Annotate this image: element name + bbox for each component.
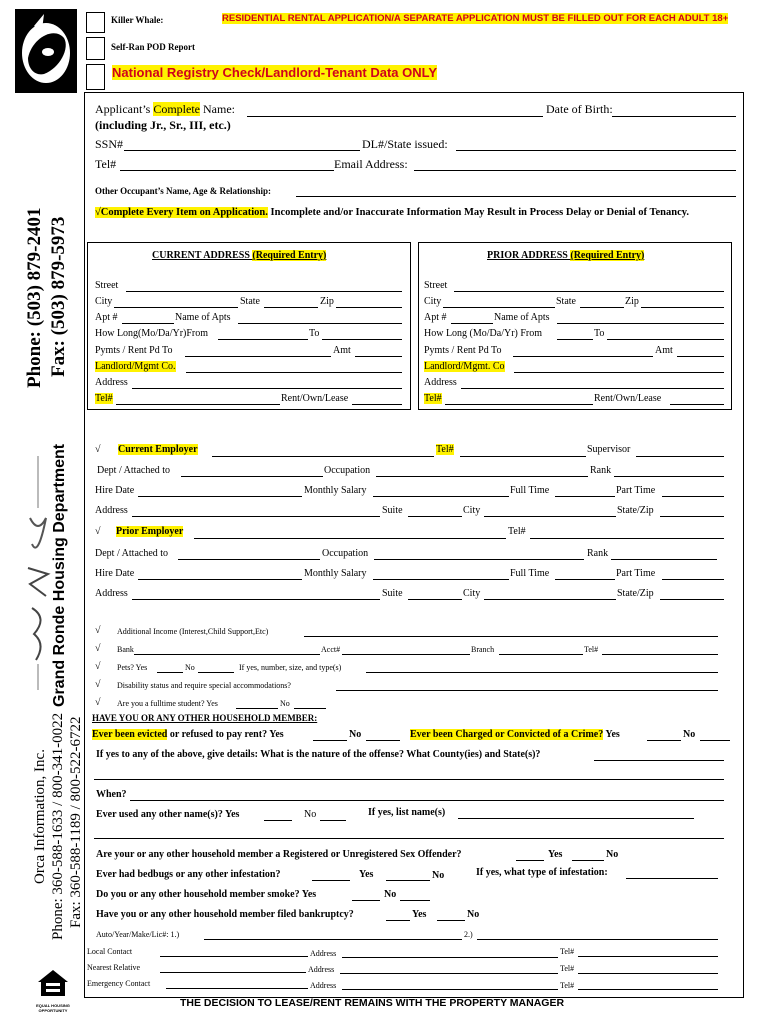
vehicle-1-field[interactable] <box>204 939 462 940</box>
banner-text: RESIDENTIAL RENTAL APPLICATION/A SEPARATE APPLICATION MUST BE FILLED OUT FOR EACH ADULT 18+ <box>222 13 729 24</box>
evicted-yes-field[interactable] <box>313 740 347 741</box>
current-landlord-address-label: Address <box>95 377 128 388</box>
current-zip-field[interactable] <box>336 307 402 308</box>
bank-tel-label: Tel# <box>584 645 599 654</box>
current-landlord-address-field[interactable] <box>132 388 402 389</box>
prior-apt-name-field[interactable] <box>557 323 724 324</box>
equal-housing-logo <box>36 968 70 1012</box>
current-suite-field[interactable] <box>408 516 462 517</box>
current-hire-date-field[interactable] <box>138 496 302 497</box>
current-landlord-label: Landlord/Mgmt Co. <box>95 361 176 372</box>
prior-occupation-label: Occupation <box>322 548 369 559</box>
orca-whale-icon <box>14 8 78 94</box>
prior-street-field[interactable] <box>454 291 724 292</box>
prior-pymts-field[interactable] <box>513 356 653 357</box>
offense-details-field-1[interactable] <box>594 760 724 761</box>
infestation-label: If yes, what type of infestation: <box>476 867 608 878</box>
current-dept-field[interactable] <box>181 476 323 477</box>
pets-detail-label: If yes, number, size, and type(s) <box>239 663 342 672</box>
vehicle-label: Auto/Year/Make/Lic#: 1.) <box>96 930 180 939</box>
prior-salary-label: Monthly Salary <box>304 568 367 579</box>
current-landlord-field[interactable] <box>186 372 402 373</box>
separator-line <box>94 838 724 839</box>
prior-rank-field[interactable] <box>611 559 717 560</box>
prior-state-field[interactable] <box>580 307 624 308</box>
smoke-no-label: No <box>384 889 397 900</box>
additional-income-label: Additional Income (Interest,Child Support,Etc) <box>117 627 269 636</box>
sex-offender-question: Are your or any other household member a Registered or Unregistered Sex Offender? <box>96 849 462 860</box>
charged-no-field[interactable] <box>700 740 730 741</box>
current-part-time-label: Part Time <box>616 485 656 496</box>
national-registry-checkbox[interactable] <box>86 64 105 90</box>
current-to-label: To <box>309 328 320 339</box>
bedbugs-yes-blank[interactable] <box>312 880 350 881</box>
current-pymts-field[interactable] <box>185 356 331 357</box>
other-names-no-field[interactable] <box>320 820 346 821</box>
household-history-heading: HAVE YOU OR ANY OTHER HOUSEHOLD MEMBER: <box>92 713 318 723</box>
current-employer-address-field[interactable] <box>132 516 380 517</box>
bank-tel-field[interactable] <box>602 654 718 655</box>
local-contact-address-label: Address <box>310 949 337 958</box>
other-names-yes-field[interactable] <box>264 820 292 821</box>
dl-label: DL#/State issued: <box>362 137 448 151</box>
tel-field[interactable] <box>120 170 334 171</box>
emergency-contact-field[interactable] <box>166 988 308 989</box>
when-label: When? <box>96 789 127 800</box>
prior-suite-field[interactable] <box>408 599 462 600</box>
sex-offender-no-blank[interactable] <box>572 860 604 861</box>
bedbugs-yes-label: Yes <box>359 869 374 880</box>
list-names-field[interactable] <box>458 818 694 819</box>
disability-field[interactable] <box>336 690 718 691</box>
bankruptcy-no-label: No <box>467 909 480 920</box>
current-salary-label: Monthly Salary <box>304 485 367 496</box>
bankruptcy-no-blank[interactable] <box>437 920 465 921</box>
prior-employer-address-field[interactable] <box>132 599 380 600</box>
occupants-label: Other Occupant’s Name, Age & Relationship: <box>95 186 271 196</box>
bedbugs-no-label: No <box>432 870 445 881</box>
income-check-icon: √ <box>95 625 101 636</box>
application-banner <box>222 13 728 24</box>
prior-street-label: Street <box>424 280 448 291</box>
list-names-label: If yes, list name(s) <box>368 807 446 818</box>
current-apt-field[interactable] <box>122 323 174 324</box>
current-apt-name-field[interactable] <box>238 323 402 324</box>
offense-details-field-2[interactable] <box>94 779 724 780</box>
orca-phone: Phone: 360-588-1633 / 800-341-0022 <box>50 712 66 940</box>
prior-amt-field[interactable] <box>677 356 724 357</box>
sex-offender-no-label: No <box>606 849 619 860</box>
local-contact-tel-label: Tel# <box>560 947 575 956</box>
student-no-field[interactable] <box>294 708 326 709</box>
name-suffix-note: (including Jr., Sr., III, etc.) <box>95 118 231 132</box>
prior-address-title: PRIOR ADDRESS (Required Entry) <box>487 250 645 261</box>
prior-to-label: To <box>594 328 605 339</box>
prior-landlord-address-field[interactable] <box>461 388 724 389</box>
pets-yes-label: Pets? Yes <box>117 663 148 672</box>
killer-whale-label: Killer Whale: <box>111 15 164 25</box>
local-contact-tel-field[interactable] <box>578 956 718 957</box>
prior-salary-field[interactable] <box>373 579 509 580</box>
charged-question: Ever been Charged or Convicted of a Crime? Yes <box>410 729 620 740</box>
student-yes-field[interactable] <box>236 708 278 709</box>
prior-landlord-address-label: Address <box>424 377 457 388</box>
student-no-label: No <box>280 699 290 708</box>
pets-detail-field[interactable] <box>366 672 718 673</box>
current-supervisor-field[interactable] <box>636 456 724 457</box>
prior-employer-tel-label: Tel# <box>508 526 526 537</box>
prior-rank-label: Rank <box>587 548 609 559</box>
evicted-question: Ever been evicted or refused to pay rent? Yes <box>92 729 284 740</box>
emblem-icon <box>22 448 54 694</box>
bedbugs-no-blank[interactable] <box>386 880 430 881</box>
tel-label: Tel# <box>95 157 117 171</box>
pets-yes-field[interactable] <box>157 672 183 673</box>
prior-full-time-field[interactable] <box>555 579 615 580</box>
vehicle-2-field[interactable] <box>477 939 718 940</box>
applicant-name-field[interactable] <box>247 116 543 117</box>
prior-employer-field[interactable] <box>194 538 506 539</box>
evicted-no-label: No <box>349 729 362 740</box>
emergency-contact-address-field[interactable] <box>342 989 558 990</box>
current-employer-city-label: City <box>463 505 481 516</box>
nearest-relative-address-label: Address <box>308 965 335 974</box>
prior-landlord-field[interactable] <box>514 372 724 373</box>
prior-tel-label: Tel# <box>424 393 442 404</box>
nearest-relative-label: Nearest Relative <box>87 963 141 972</box>
prior-employer-state-label: State/Zip <box>617 588 654 599</box>
equal-housing-icon <box>36 968 70 998</box>
local-contact-label: Local Contact <box>87 947 133 956</box>
current-street-label: Street <box>95 280 119 291</box>
current-employer-tel-label: Tel# <box>436 444 454 455</box>
current-employer-state-field[interactable] <box>660 516 724 517</box>
prior-dept-field[interactable] <box>178 559 320 560</box>
dob-field[interactable] <box>612 116 736 117</box>
current-zip-label: Zip <box>320 296 334 307</box>
emergency-contact-tel-label: Tel# <box>560 981 575 990</box>
prior-howlong-label: How Long (Mo/Da/Yr) From <box>424 328 543 339</box>
current-supervisor-label: Supervisor <box>587 444 631 455</box>
occupants-field[interactable] <box>296 196 736 197</box>
prior-rent-own-label: Rent/Own/Lease <box>594 393 662 404</box>
nearest-relative-tel-field[interactable] <box>578 973 718 974</box>
prior-employer-state-field[interactable] <box>660 599 724 600</box>
orca-fax: Fax: 360-588-1189 / 800-522-6722 <box>68 716 84 928</box>
current-city-label: City <box>95 296 113 307</box>
bankruptcy-question: Have you or any other household member filed bankruptcy? <box>96 909 354 920</box>
current-tel-label: Tel# <box>95 393 113 404</box>
bankruptcy-yes-blank[interactable] <box>386 920 410 921</box>
sex-offender-yes-blank[interactable] <box>516 860 544 861</box>
bank-field[interactable] <box>134 654 320 655</box>
current-occupation-label: Occupation <box>324 465 371 476</box>
when-field[interactable] <box>130 800 724 801</box>
prior-occupation-field[interactable] <box>374 559 584 560</box>
student-yes-label: Are you a fulltime student? Yes <box>117 699 218 708</box>
current-suite-label: Suite <box>382 505 403 516</box>
killer-whale-checkbox[interactable] <box>86 12 105 33</box>
current-rank-field[interactable] <box>614 476 724 477</box>
national-registry-label <box>112 65 437 80</box>
bedbugs-question: Ever had bedbugs or any other infestation? <box>96 869 281 880</box>
bank-label: Bank <box>117 645 134 654</box>
pets-no-field[interactable] <box>198 672 234 673</box>
current-from-field[interactable] <box>218 339 308 340</box>
prior-hire-date-label: Hire Date <box>95 568 135 579</box>
evicted-no-field[interactable] <box>366 740 400 741</box>
prior-to-field[interactable] <box>607 339 724 340</box>
nearest-relative-field[interactable] <box>160 972 306 973</box>
current-rent-own-field[interactable] <box>352 404 402 405</box>
email-field[interactable] <box>414 170 736 171</box>
prior-hire-date-field[interactable] <box>138 579 302 580</box>
current-state-label: State <box>240 296 260 307</box>
bank-check-icon: √ <box>95 643 101 654</box>
current-full-time-label: Full Time <box>510 485 550 496</box>
student-check-icon: √ <box>95 697 101 708</box>
prior-tel-field[interactable] <box>445 404 593 405</box>
current-address-title: CURRENT ADDRESS (Required Entry) <box>152 250 327 261</box>
national-registry-text: National Registry Check/Landlord-Tenant Data ONLY <box>112 65 438 80</box>
current-street-field[interactable] <box>126 291 402 292</box>
acct-label: Acct# <box>321 645 341 654</box>
acct-field[interactable] <box>342 654 470 655</box>
vehicle-2-label: 2.) <box>464 930 473 939</box>
orca-logo <box>14 8 78 94</box>
dl-field[interactable] <box>456 150 736 151</box>
current-employer-state-label: State/Zip <box>617 505 654 516</box>
prior-rent-own-field[interactable] <box>670 404 724 405</box>
prior-apt-field[interactable] <box>451 323 493 324</box>
prior-address-box <box>418 242 732 410</box>
current-employer-address-label: Address <box>95 505 128 516</box>
current-to-field[interactable] <box>322 339 402 340</box>
office-phone: Phone: (503) 879-2401 <box>24 207 45 388</box>
current-pymts-label: Pymts / Rent Pd To <box>95 345 173 356</box>
prior-dept-label: Dept / Attached to <box>95 548 169 559</box>
branch-field[interactable] <box>499 654 583 655</box>
offense-details-label: If yes to any of the above, give details: What is the nature of the offense? What County(ies) and State(s)? <box>96 749 541 760</box>
other-names-no-label: No <box>304 809 317 820</box>
current-address-box <box>87 242 411 410</box>
current-part-time-field[interactable] <box>662 496 724 497</box>
prior-suite-label: Suite <box>382 588 403 599</box>
current-amt-field[interactable] <box>355 356 402 357</box>
self-run-checkbox[interactable] <box>86 37 105 60</box>
prior-landlord-label: Landlord/Mgmt. Co <box>424 361 505 372</box>
nearest-relative-tel-label: Tel# <box>560 964 575 973</box>
prior-apt-label: Apt # <box>424 312 447 323</box>
bankruptcy-yes-label: Yes <box>412 909 427 920</box>
current-dept-label: Dept / Attached to <box>97 465 171 476</box>
emergency-contact-tel-field[interactable] <box>578 989 718 990</box>
self-run-label: Self-Ran POD Report <box>111 42 195 52</box>
prior-employer-label: Prior Employer <box>116 526 184 537</box>
nearest-relative-address-field[interactable] <box>340 973 558 974</box>
ssn-label: SSN# <box>95 137 124 151</box>
emergency-contact-address-label: Address <box>310 981 337 990</box>
office-fax: Fax: (503) 879-5973 <box>48 216 69 377</box>
current-employer-label: Current Employer <box>118 444 198 455</box>
local-contact-address-field[interactable] <box>342 957 558 958</box>
smoke-no-field[interactable] <box>400 900 430 901</box>
prior-employer-city-field[interactable] <box>484 599 616 600</box>
prior-state-label: State <box>556 296 576 307</box>
tribal-emblem <box>22 448 54 694</box>
local-contact-field[interactable] <box>160 956 308 957</box>
prior-part-time-label: Part Time <box>616 568 656 579</box>
current-amt-label: Amt <box>333 345 351 356</box>
current-employer-field[interactable] <box>212 456 434 457</box>
department-name: Grand Ronde Housing Department <box>51 443 68 707</box>
current-salary-field[interactable] <box>373 496 509 497</box>
current-rent-own-label: Rent/Own/Lease <box>281 393 349 404</box>
current-full-time-field[interactable] <box>555 496 615 497</box>
prior-employer-tel-field[interactable] <box>530 538 724 539</box>
current-hire-date-label: Hire Date <box>95 485 135 496</box>
prior-zip-field[interactable] <box>641 307 724 308</box>
prior-apt-name-label: Name of Apts <box>494 312 550 323</box>
current-employer-check-icon: √ <box>95 444 101 455</box>
other-names-label: Ever used any other name(s)? Yes <box>96 809 240 820</box>
prior-pymts-label: Pymts / Rent Pd To <box>424 345 502 356</box>
charged-no-label: No <box>683 729 696 740</box>
current-employer-city-field[interactable] <box>484 516 616 517</box>
smoke-question: Do you or any other household member smoke? Yes <box>96 889 317 900</box>
email-label: Email Address: <box>334 157 408 171</box>
prior-from-field[interactable] <box>557 339 593 340</box>
current-state-field[interactable] <box>264 307 318 308</box>
current-tel-field[interactable] <box>116 404 280 405</box>
current-howlong-label: How Long(Mo/Da/Yr)From <box>95 328 209 339</box>
prior-employer-address-label: Address <box>95 588 128 599</box>
current-apt-name-label: Name of Apts <box>175 312 231 323</box>
prior-amt-label: Amt <box>655 345 673 356</box>
prior-employer-city-label: City <box>463 588 481 599</box>
prior-city-label: City <box>424 296 442 307</box>
applicant-name-label: Applicant’s Complete Name: <box>95 102 235 116</box>
smoke-yes-field[interactable] <box>352 900 380 901</box>
complete-notice: √Complete Every Item on Application. Incomplete and/or Inaccurate Information May Result in Process Delay or Denial of Tenancy. <box>95 207 690 218</box>
pets-check-icon: √ <box>95 661 101 672</box>
current-city-field[interactable] <box>114 307 238 308</box>
infestation-field[interactable] <box>626 878 718 879</box>
prior-employer-check-icon: √ <box>95 526 101 537</box>
prior-city-field[interactable] <box>443 307 555 308</box>
charged-yes-field[interactable] <box>647 740 681 741</box>
current-occupation-field[interactable] <box>376 476 588 477</box>
disability-label: Disability status and require special accommodations? <box>117 681 291 690</box>
additional-income-field[interactable] <box>304 636 718 637</box>
application-frame <box>84 92 744 998</box>
disability-check-icon: √ <box>95 679 101 690</box>
current-employer-tel-field[interactable] <box>460 456 586 457</box>
decision-footer: THE DECISION TO LEASE/RENT REMAINS WITH THE PROPERTY MANAGER <box>180 997 565 1009</box>
prior-zip-label: Zip <box>625 296 639 307</box>
sex-offender-yes-label: Yes <box>548 849 563 860</box>
equal-housing-label: EQUAL HOUSING OPPORTUNITY <box>36 1003 70 1013</box>
branch-label: Branch <box>471 645 495 654</box>
dob-label: Date of Birth: <box>546 102 613 116</box>
prior-full-time-label: Full Time <box>510 568 550 579</box>
emergency-contact-label: Emergency Contact <box>87 979 151 988</box>
ssn-field[interactable] <box>124 150 360 151</box>
current-rank-label: Rank <box>590 465 612 476</box>
orca-company-name: Orca Information, Inc. <box>32 749 48 884</box>
prior-part-time-field[interactable] <box>662 579 724 580</box>
pets-no-label: No <box>185 663 195 672</box>
current-apt-label: Apt # <box>95 312 118 323</box>
